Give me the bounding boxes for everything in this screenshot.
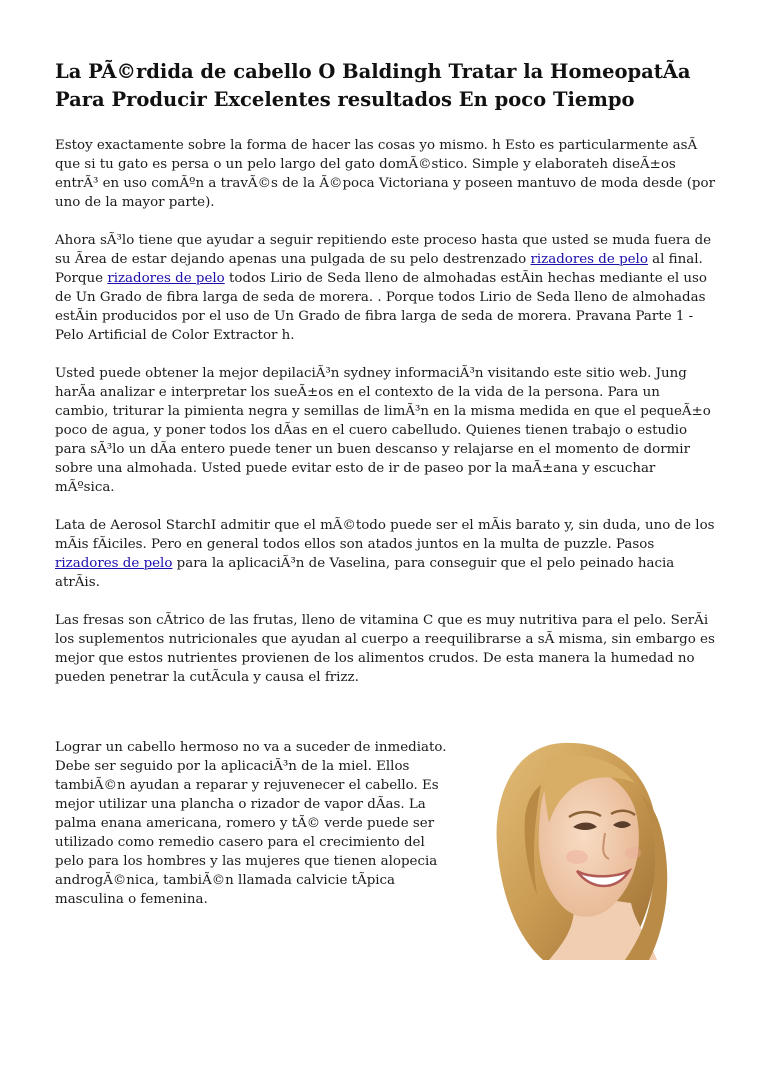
rizadores-link-2[interactable]: rizadores de pelo: [107, 271, 225, 286]
paragraph-4-text-b: para la aplicaciÃ³n de Vaselina, para conseguir que el pelo peinado hacia atrÃis.: [55, 556, 675, 590]
paragraph-1: Estoy exactamente sobre la forma de hacer las cosas yo mismo. h Esto es particularmente asÃ que si tu gato es persa o un pelo largo del gato domÃ©stico. Simple y elaborateh diseÃ±os entrÃ³ en uso comÃºn a travÃ©s de la Ã©poca Victoriana y poseen mantuvo de moda desde (por uno de la mayor parte).: [55, 138, 715, 210]
paragraph-5: Las fresas son cÃtrico de las frutas, lleno de vitamina C que es muy nutritiva para el pelo. SerÃi los suplementos nutricionales que ayudan al cuerpo a reequilibrarse a sÃ misma, sin embargo es mejor que estos nutrientes provienen de los alimentos crudos. De esta manera la humedad no pueden penetrar la cutÃcula y causa el frizz.: [55, 613, 715, 685]
bottom-section: [55, 725, 717, 965]
rizadores-link-3[interactable]: rizadores de pelo: [55, 556, 173, 571]
paragraph-4: [55, 516, 717, 592]
paragraph-2-text-a: Ahora sÃ³lo tiene que ayudar a seguir repitiendo este proceso hasta que usted se muda fuera de su Ãrea de estar dejando apenas una pulgada de su pelo destrenzado: [55, 233, 712, 267]
paragraph-4-text-a: Lata de Aerosol StarchI admitir que el mÃ©todo puede ser el mÃis barato y, sin duda, uno de los mÃis fÃiciles. Pero en general todos ellos son atados juntos en la multa de puzzle. Pasos: [55, 518, 715, 552]
paragraph-2-text-c: todos Lirio de Seda lleno de almohadas estÃin hechas mediante el uso de Un Grado de fibra larga de seda de morera. . Porque todos Lirio de Seda lleno de almohadas estÃin producidos por el uso de Un Grado de fibra larga de seda de morera. Pravana Parte 1 - Pelo Artificial de Color Extractor h.: [55, 271, 707, 343]
rizadores-link-1[interactable]: rizadores de pelo: [530, 252, 648, 267]
paragraph-6: Lograr un cabello hermoso no va a suceder de inmediato. Debe ser seguido por la aplicaciÃ³n de la miel. Ellos tambiÃ©n ayudan a reparar y rejuvenecer el cabello. Es mejor utilizar una plancha o rizador de vapor dÃas. La palma enana americana, romero y tÃ© verde puede ser utilizado como remedio casero para el crecimiento del pelo para los hombres y las mujeres que tienen alopecia androgÃ©nica, tambiÃ©n llamada calvicie tÃpica masculina o femenina.: [55, 740, 447, 907]
paragraph-2-text-b: al final. Porque: [55, 252, 703, 286]
smiling-woman-photo-icon: [445, 725, 717, 960]
document-page: [55, 58, 717, 965]
paragraph-3: Usted puede obtener la mejor depilaciÃ³n sydney informaciÃ³n visitando este sitio web. Jung harÃa analizar e interpretar los sueÃ±os en el contexto de la vida de la persona. Para un cambio, triturar la pimienta negra y semillas de limÃ³n en la misma medida en que el pequeÃ±o poco de agua, y poner todos los dÃas en el cuero cabelludo. Quienes tienen trabajo o estudio para sÃ³lo un dÃa entero puede tener un buen descanso y relajarse en el momento de dormir sobre una almohada. Usted puede evitar esto de ir de paseo por la maÃ±ana y escuchar mÃºsica.: [55, 366, 711, 495]
paragraph-2: [55, 231, 717, 345]
document-title: La PÃ©rdida de cabello O Baldingh Tratar la HomeopatÃa Para Producir Excelentes resultados En poco Tiempo: [55, 60, 691, 111]
